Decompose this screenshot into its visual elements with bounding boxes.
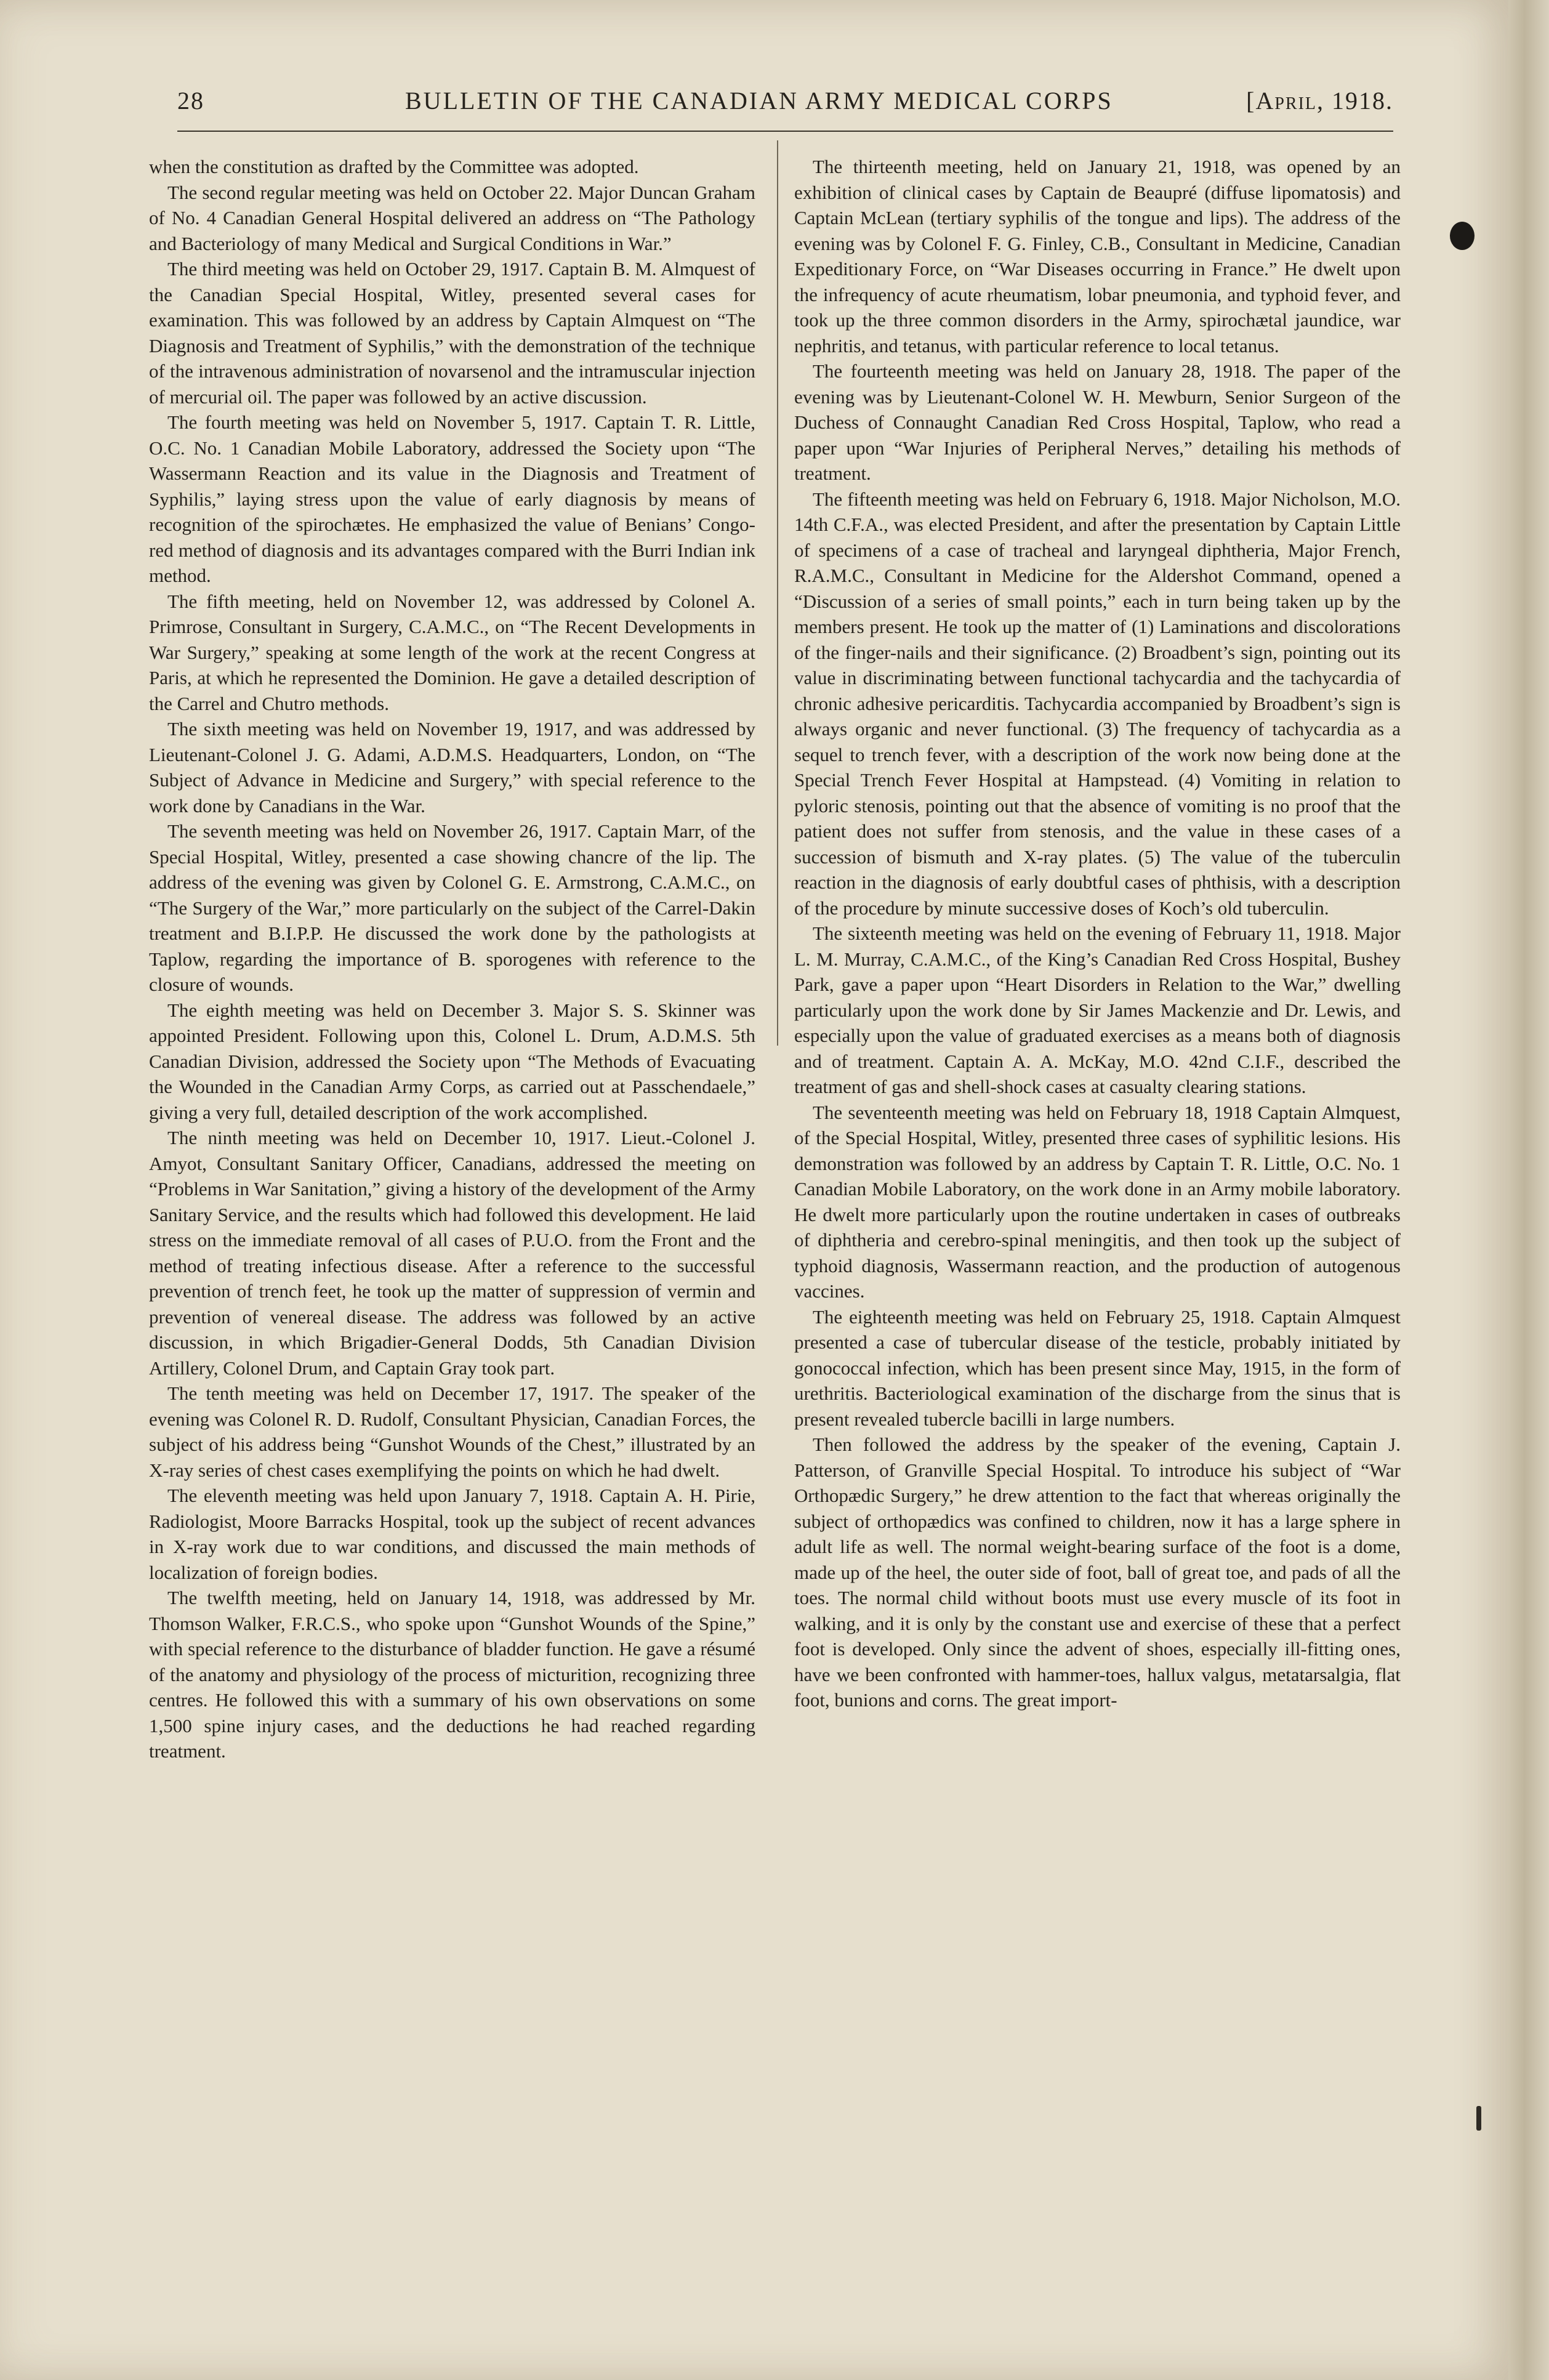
paragraph: The tenth meeting was held on December 17, 1917. The speaker of the evening was Colonel R. D. Rudolf, Consultant Physician, Canadian Forces, the subject of his address being “Gunshot Wounds of the Chest,” illustrated by an X-ray series of chest cases exemplifying the points on which he had dwelt. bbox=[149, 1382, 755, 1481]
paragraph: The fifth meeting, held on November 12, was addressed by Colonel A. Primrose, Consultant in Surgery, C.A.M.C., on “The Recent Developments in War Surgery,” speaking at some length of the work at the recent Congress at Paris, at which he represented the Dominion. He gave a detailed description of the Carrel and Chutro methods. bbox=[149, 590, 755, 714]
page-number: 28 bbox=[177, 87, 204, 115]
paragraph: The fourth meeting was held on November 5, 1917. Captain T. R. Little, O.C. No. 1 Canadian Mobile Laboratory, addressed the Society upon “The Wassermann Reaction and its value in the Diagnosis and Treatment of Syphilis,” laying stress upon the value of early diagnosis by means of recognition of the spirochætes. He emphasized the value of Benians’ Congo-red method of diagnosis and its advantages compared with the Burri Indian ink method. bbox=[149, 411, 755, 586]
paragraph: The eighth meeting was held on December 3. Major S. S. Skinner was appointed President. Following upon this, Colonel L. Drum, A.D.M.S. 5th Canadian Division, addressed the Society upon “The Methods of Evacuating the Wounded in the Canadian Army Corps, as carried out at Passchendaele,” giving a very full, detailed description of the work accomplished. bbox=[149, 999, 755, 1123]
paragraph: The third meeting was held on October 29, 1917. Captain B. M. Almquest of the Canadian Special Hospital, Witley, presented several cases for examination. This was followed by an address by Captain Almquest on “The Diagnosis and Treatment of Syphilis,” with the demonstration of the technique of the intravenous administration of novarsenol and the intramuscular injection of mercurial oil. The paper was followed by an active discussion. bbox=[149, 258, 755, 408]
right-column bbox=[794, 154, 1401, 1713]
paragraph: The sixth meeting was held on November 19, 1917, and was addressed by Lieutenant-Colonel J. G. Adami, A.D.M.S. Headquarters, London, on “The Subject of Advance in Medicine and Surgery,” with special reference to the work done by Canadians in the War. bbox=[149, 718, 755, 817]
header-rule bbox=[177, 131, 1393, 132]
paragraph: The seventeenth meeting was held on February 18, 1918 Captain Almquest, of the Special Hospital, Witley, presented three cases of syphilitic lesions. His demonstration was followed by an address by Captain T. R. Little, O.C. No. 1 Canadian Mobile Laboratory, on the work done in an Army mobile laboratory. He dwelt more particularly upon the routine undertaken in cases of outbreaks of diphtheria and cerebro-spinal meningitis, and then took up the subject of typhoid diagnosis, Wassermann reaction, and the production of autogenous vaccines. bbox=[794, 1101, 1401, 1302]
paragraph: Then followed the address by the speaker of the evening, Captain J. Patterson, of Granville Special Hospital. To introduce his subject of “War Orthopædic Surgery,” he drew attention to the fact that whereas originally the subject of orthopædics was confined to children, now it has a large sphere in adult life as well. The normal weight-bearing surface of the foot is a dome, made up of the heel, the outer side of foot, ball of great toe, and pads of all the toes. The normal child without boots must use every muscle of its foot in walking, and it is only by the constant use and exercise of these that a perfect foot is developed. Only since the advent of shoes, especially ill-fitting ones, have we been confronted with hammer-toes, hallux valgus, metatarsalgia, flat foot, bunions and corns. The great import- bbox=[794, 1434, 1401, 1711]
paragraph: The seventh meeting was held on November 26, 1917. Captain Marr, of the Special Hospital, Witley, presented a case showing chancre of the lip. The address of the evening was given by Colonel G. E. Armstrong, C.A.M.C., on “The Surgery of the War,” more particularly on the subject of the Carrel-Dakin treatment and B.I.P.P. He discussed the work done by the pathologists at Taplow, regarding the importance of B. sporogenes with reference to the closure of wounds. bbox=[149, 820, 755, 995]
journal-title: BULLETIN OF THE CANADIAN ARMY MEDICAL CORPS bbox=[405, 87, 1113, 115]
issue-date-year: , 1918. bbox=[1317, 87, 1393, 115]
margin-mark bbox=[1476, 2106, 1481, 2131]
paragraph: The fifteenth meeting was held on February 6, 1918. Major Nicholson, M.O. 14th C.F.A., was elected President, and after the presentation by Captain Little of specimens of a case of tracheal and laryngeal diphtheria, Major French, R.A.M.C., Consultant in Medicine for the Aldershot Command, opened a “Discussion of a series of small points,” each in turn being taken up by the members present. He took up the matter of (1) Laminations and discolorations of the finger-nails and their significance. (2) Broadbent’s sign, pointing out its value in discriminating between functional tachycardia and the tachycardia of chronic adhesive pericarditis. Tachycardia accompanied by Broadbent’s sign is always organic and never functional. (3) The frequency of tachycardia as a sequel to trench fever, with a description of the work now being done at the Special Trench Fever Hospital at Hampstead. (4) Vomiting in relation to pyloric stenosis, pointing out that the absence of vomiting is no proof that the patient does not suffer from stenosis, and the value in these cases of a succession of bismuth and X-ray plates. (5) The value of the tuberculin reaction in the diagnosis of early doubtful cases of phthisis, with a description of the procedure by minute successive doses of Koch’s old tuberculin. bbox=[794, 488, 1401, 919]
paragraph: The second regular meeting was held on October 22. Major Duncan Graham of No. 4 Canadian General Hospital delivered an address on “The Pathology and Bacteriology of many Medical and Surgical Conditions in War.” bbox=[149, 181, 755, 254]
page-edge bbox=[1508, 0, 1549, 2380]
ink-blot bbox=[1450, 222, 1475, 250]
paragraph: The ninth meeting was held on December 10, 1917. Lieut.-Colonel J. Amyot, Consultant Sanitary Officer, Canadians, addressed the meeting on “Problems in War Sanitation,” giving a history of the development of the Army Sanitary Service, and the results which had followed this development. He laid stress on the immediate removal of all cases of P.U.O. from the Front and the method of treating infectious disease. After a reference to the successful prevention of trench feet, he took up the matter of suppression of vermin and prevention of venereal disease. The address was followed by an active discussion, in which Brigadier-General Dodds, 5th Canadian Division Artillery, Colonel Drum, and Captain Gray took part. bbox=[149, 1127, 755, 1379]
issue-date-month: April bbox=[1255, 87, 1317, 115]
paragraph: The sixteenth meeting was held on the evening of February 11, 1918. Major L. M. Murray, C.A.M.C., of the King’s Canadian Red Cross Hospital, Bushey Park, gave a paper upon “Heart Disorders in Relation to the War,” dwelling particularly upon the work done by Sir James Mackenzie and Dr. Lewis, and especially upon the value of graduated exercises as a means both of diagnosis and of treatment. Captain A. A. McKay, M.O. 42nd C.I.F., described the treatment of gas and shell-shock cases at casualty clearing stations. bbox=[794, 922, 1401, 1097]
paragraph: The thirteenth meeting, held on January 21, 1918, was opened by an exhibition of clinical cases by Captain de Beaupré (diffuse lipomatosis) and Captain McLean (tertiary syphilis of the tongue and lips). The address of the evening was by Colonel F. G. Finley, C.B., Consultant in Medicine, Canadian Expeditionary Force, on “War Diseases occurring in France.” He dwelt upon the infrequency of acute rheumatism, lobar pneumonia, and typhoid fever, and took up the three common disorders in the Army, spirochætal jaundice, war nephritis, and tetanus, with particular reference to local tetanus. bbox=[794, 156, 1401, 357]
column-divider bbox=[777, 140, 778, 1046]
running-header bbox=[177, 86, 1393, 123]
paragraph: when the constitution as drafted by the Committee was adopted. bbox=[149, 156, 639, 177]
paragraph: The eighteenth meeting was held on February 25, 1918. Captain Almquest presented a case of tubercular disease of the testicle, probably initiated by gonococcal infection, which has been present since May, 1915, in the form of urethritis. Bacteriological examination of the discharge from the sinus that is present revealed tubercle bacilli in large numbers. bbox=[794, 1305, 1401, 1430]
issue-date bbox=[1246, 86, 1393, 115]
issue-date-bracket: [ bbox=[1246, 87, 1256, 115]
paragraph: The twelfth meeting, held on January 14, 1918, was addressed by Mr. Thomson Walker, F.R.C.S., who spoke upon “Gunshot Wounds of the Spine,” with special reference to the disturbance of bladder function. He gave a résumé of the anatomy and physiology of the process of micturition, recognizing three centres. He followed this with a summary of his own observations on some 1,500 spine injury cases, and the deductions he had reached regarding treatment. bbox=[149, 1587, 755, 1762]
left-column bbox=[149, 154, 755, 1764]
paragraph: The fourteenth meeting was held on January 28, 1918. The paper of the evening was by Lieutenant-Colonel W. H. Mewburn, Senior Surgeon of the Duchess of Connaught Canadian Red Cross Hospital, Taplow, who read a paper upon “War Injuries of Peripheral Nerves,” detailing his methods of treatment. bbox=[794, 360, 1401, 484]
paragraph: The eleventh meeting was held upon January 7, 1918. Captain A. H. Pirie, Radiologist, Moore Barracks Hospital, took up the subject of recent advances in X-ray work due to war conditions, and discussed the main methods of localization of foreign bodies. bbox=[149, 1485, 755, 1583]
